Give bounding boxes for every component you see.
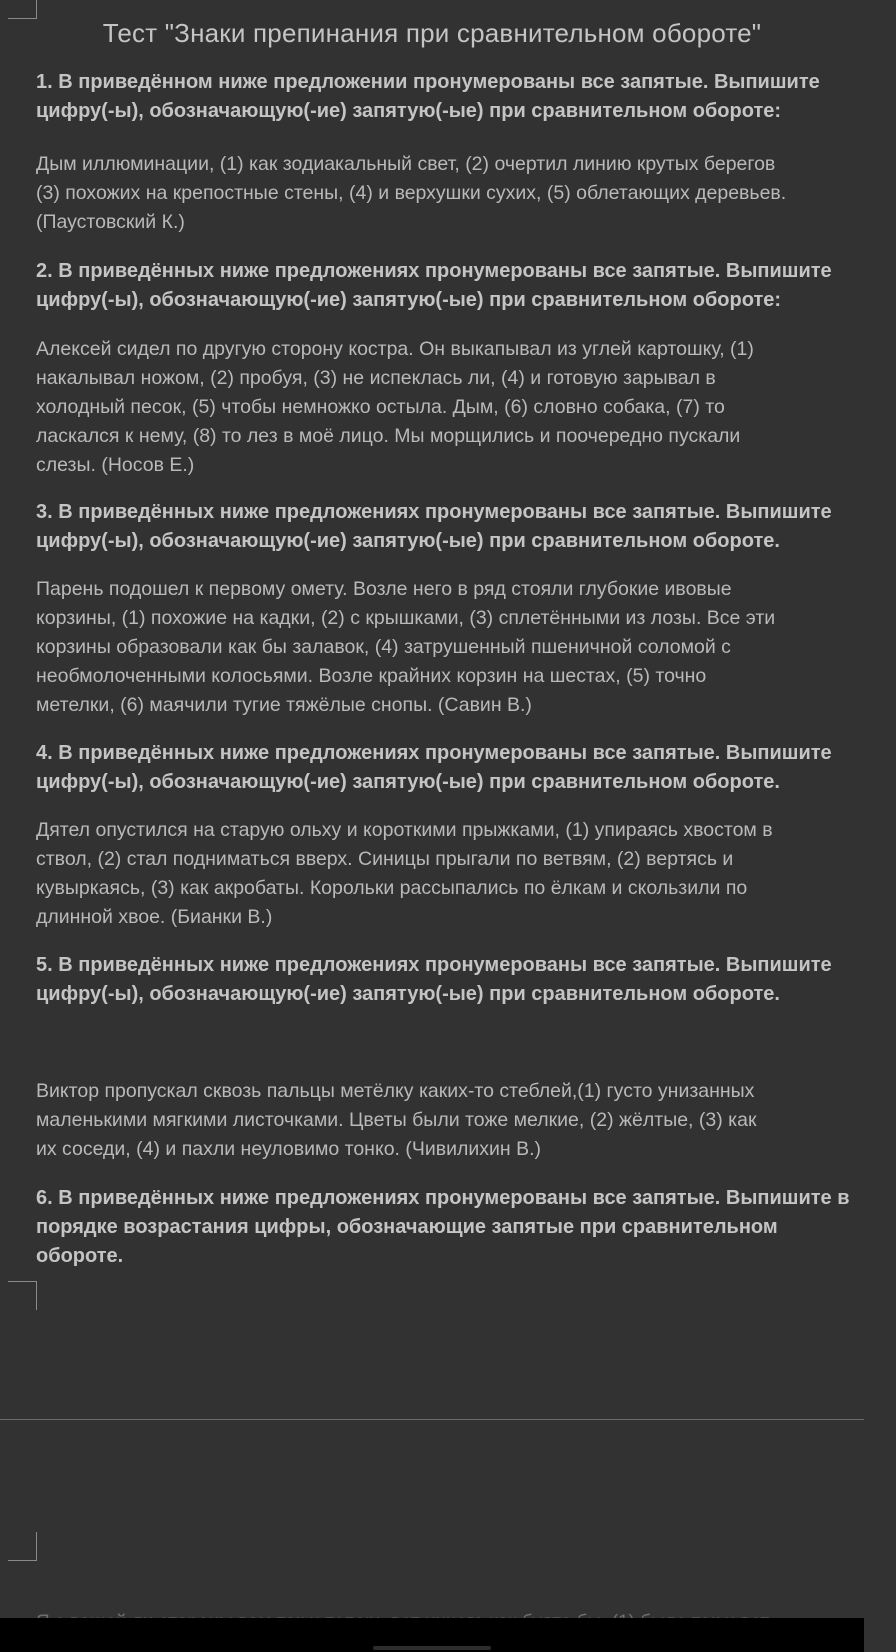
question-2-text-line: накалывал ножом, (2) пробуя, (3) не испеклась ли, (4) и готовую зарывал в bbox=[36, 367, 716, 389]
question-3-prompt-line: 3. В приведённых ниже предложениях пронумерованы все запятые. Выпишите bbox=[36, 501, 832, 523]
question-4-text-line: Дятел опустился на старую ольху и короткими прыжками, (1) упираясь хвостом в bbox=[36, 819, 773, 841]
question-2-text-line: холодный песок, (5) чтобы немножко остыла. Дым, (6) словно собака, (7) то bbox=[36, 396, 725, 418]
question-2-text-line: Алексей сидел по другую сторону костра. Он выкапывал из углей картошку, (1) bbox=[36, 338, 754, 360]
question-4-prompt bbox=[36, 739, 896, 797]
question-3-text-line: корзины образовали как бы залавок, (4) затрушенный пшеничной соломой с bbox=[36, 636, 731, 658]
question-4-text-line: кувыркаясь, (3) как акробаты. Корольки рассыпались по ёлкам и скользили по bbox=[36, 877, 748, 899]
question-4-text-line: ствол, (2) стал подниматься вверх. Синицы прыгали по ветвям, (2) вертясь и bbox=[36, 848, 734, 870]
question-5-text-line: маленькими мягкими листочками. Цветы были тоже мелкие, (2) жёлтые, (3) как bbox=[36, 1109, 757, 1131]
page-corner-marker bbox=[8, 1532, 37, 1561]
question-1-text bbox=[36, 150, 896, 237]
question-2-text-line: слезы. (Носов Е.) bbox=[36, 454, 195, 476]
page-title: Тест "Знаки препинания при сравнительном обороте" bbox=[102, 18, 762, 48]
next-page-partial-line bbox=[36, 1608, 866, 1618]
question-4-text bbox=[36, 816, 896, 932]
question-2-text bbox=[36, 335, 896, 480]
next-page bbox=[0, 1420, 864, 1618]
question-3-text bbox=[36, 575, 896, 720]
question-1-text-line: (3) похожих на крепостные стены, (4) и верхушки сухих, (5) облетающих деревьев. bbox=[36, 182, 787, 204]
question-5-text bbox=[36, 1077, 896, 1164]
question-5-prompt-line: 5. В приведённых ниже предложениях пронумерованы все запятые. Выпишите bbox=[36, 954, 832, 976]
question-4-prompt-line: цифру(-ы), обозначающую(-ие) запятую(-ые) при сравнительном обороте. bbox=[36, 771, 780, 793]
question-4-prompt-line: 4. В приведённых ниже предложениях пронумерованы все запятые. Выпишите bbox=[36, 742, 832, 764]
question-2-prompt-line: цифру(-ы), обозначающую(-ие) запятую(-ые) при сравнительном обороте: bbox=[36, 289, 782, 311]
question-1-prompt bbox=[36, 68, 896, 126]
question-6-prompt bbox=[36, 1184, 896, 1271]
question-4-text-line: длинной хвое. (Бианки В.) bbox=[36, 906, 273, 928]
home-indicator[interactable] bbox=[373, 1646, 491, 1650]
page-corner-marker bbox=[8, 1281, 37, 1310]
question-2-text-line: ласкался к нему, (8) то лез в моё лицо. Мы морщились и поочередно пускали bbox=[36, 425, 741, 447]
page-corner-marker bbox=[8, 0, 37, 19]
question-1-prompt-line: 1. В приведённом ниже предложении пронумерованы все запятые. Выпишите bbox=[36, 71, 820, 93]
question-3-prompt-line: цифру(-ы), обозначающую(-ие) запятую(-ые) при сравнительном обороте. bbox=[36, 530, 780, 552]
question-6-prompt-line: порядке возрастания цифры, обозначающие запятые при сравнительном bbox=[36, 1216, 778, 1238]
question-1-text-line: Дым иллюминации, (1) как зодиакальный свет, (2) очертил линию крутых берегов bbox=[36, 153, 776, 175]
question-3-text-line: необмолоченными колосьями. Возле крайних корзин на шестах, (5) точно bbox=[36, 665, 707, 687]
question-2-prompt bbox=[36, 257, 896, 315]
question-5-prompt bbox=[36, 951, 896, 1009]
question-1-text-line: (Паустовский К.) bbox=[36, 211, 185, 233]
question-5-text-line: Виктор пропускал сквозь пальцы метёлку каких-то стеблей,(1) густо унизанных bbox=[36, 1080, 755, 1102]
question-3-text-line: корзины, (1) похожие на кадки, (2) с крышками, (3) сплетёнными из лозы. Все эти bbox=[36, 607, 776, 629]
question-6-prompt-line: 6. В приведённых ниже предложениях пронумерованы все запятые. Выпишите в bbox=[36, 1187, 850, 1209]
question-3-text-line: метелки, (6) маячили тугие тяжёлые снопы. (Савин В.) bbox=[36, 694, 532, 716]
question-1-prompt-line: цифру(-ы), обозначающую(-ие) запятую(-ые) при сравнительном обороте: bbox=[36, 100, 782, 122]
question-2-prompt-line: 2. В приведённых ниже предложениях пронумерованы все запятые. Выпишите bbox=[36, 260, 832, 282]
question-3-prompt bbox=[36, 498, 896, 556]
question-3-text-line: Парень подошел к первому омету. Возле него в ряд стояли глубокие ивовые bbox=[36, 578, 732, 600]
question-5-prompt-line: цифру(-ы), обозначающую(-ие) запятую(-ые) при сравнительном обороте. bbox=[36, 983, 780, 1005]
question-5-text-line: их соседи, (4) и пахли неуловимо тонко. (Чивилихин В.) bbox=[36, 1138, 542, 1160]
question-6-prompt-line: обороте. bbox=[36, 1245, 124, 1267]
